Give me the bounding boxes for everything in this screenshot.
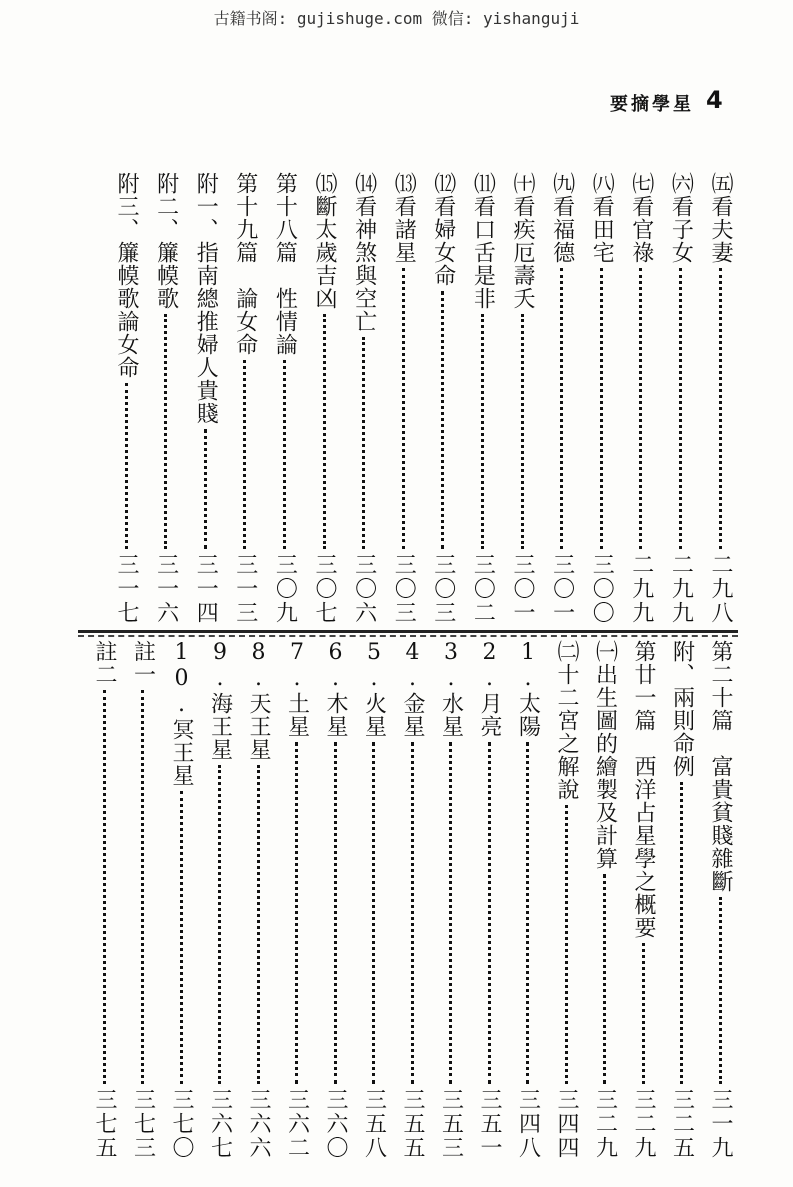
dot-leader xyxy=(600,268,603,549)
toc-entry-title: 8.天王星 xyxy=(246,640,271,761)
toc-entry-title: 附三、簾幙歌論女命 xyxy=(114,172,139,379)
toc-entry xyxy=(167,640,195,1160)
toc-entry xyxy=(112,172,140,625)
running-header-title: 要摘學星 xyxy=(610,94,694,115)
dot-leader xyxy=(565,805,568,1084)
toc-entry-page: 三〇〇 xyxy=(589,553,615,625)
section-divider xyxy=(78,630,738,633)
toc-entry-page: 三六二 xyxy=(284,1088,310,1160)
toc-entry-title: 6.木星 xyxy=(323,640,348,738)
dot-leader xyxy=(257,765,260,1084)
toc-entry xyxy=(587,172,615,625)
dot-leader xyxy=(295,742,298,1084)
toc-entry xyxy=(244,640,272,1160)
toc-entry xyxy=(231,172,259,625)
toc-entry xyxy=(283,640,311,1160)
toc-entry-page: 三一九 xyxy=(708,1088,733,1160)
dot-leader xyxy=(372,742,375,1084)
toc-entry-page: 三二九 xyxy=(592,1088,618,1160)
toc-entry-page: 三七三 xyxy=(130,1088,156,1160)
toc-entry-title: 9.海王星 xyxy=(207,640,233,761)
toc-entry-title: 2.月亮 xyxy=(477,640,502,738)
toc-entry-title: 第二十篇 富貴貧賤雜斷 xyxy=(708,640,733,893)
toc-entry-title: ⑾看口舌是非 xyxy=(470,172,496,310)
toc-entry xyxy=(270,172,298,625)
toc-entry xyxy=(398,640,426,1160)
toc-entry-title: 3.水星 xyxy=(438,640,464,738)
toc-entry-title: 註二 xyxy=(92,640,117,686)
toc-entry-page: 三〇一 xyxy=(549,553,575,625)
toc-entry xyxy=(706,172,734,625)
toc-entry xyxy=(191,172,219,625)
toc-entry-title: ㈠出生圖的繪製及計算 xyxy=(592,640,618,870)
toc-entry xyxy=(468,172,496,625)
dot-leader xyxy=(639,268,642,549)
dot-leader xyxy=(103,690,106,1084)
toc-entry-page: 三五一 xyxy=(477,1088,502,1160)
dot-leader xyxy=(243,360,246,549)
toc-entry-page: 三五三 xyxy=(438,1088,464,1160)
toc-entry xyxy=(552,640,580,1160)
toc-entry xyxy=(548,172,576,625)
dot-leader xyxy=(719,268,722,549)
toc-entry-page: 三〇三 xyxy=(430,553,456,625)
dot-leader xyxy=(441,291,444,549)
toc-entry xyxy=(310,172,338,625)
dot-leader xyxy=(481,314,484,549)
toc-entry-page: 三〇三 xyxy=(391,553,417,625)
toc-entry-page: 三〇九 xyxy=(272,553,298,625)
toc-entry-title: 5.火星 xyxy=(361,640,387,738)
toc-entry-title: ㈦看官祿 xyxy=(628,172,654,264)
toc-entry-title: 第廿一篇 西洋占星學之概要 xyxy=(631,640,656,939)
page-number: 4 xyxy=(706,86,723,114)
dot-leader xyxy=(125,383,128,549)
dot-leader xyxy=(323,314,326,549)
dot-leader xyxy=(402,268,405,549)
toc-entry-page: 三一七 xyxy=(114,553,139,625)
dot-leader xyxy=(204,429,207,549)
toc-entry-page: 三〇七 xyxy=(312,553,337,625)
toc-entry-page: 三〇二 xyxy=(470,553,496,625)
dot-leader xyxy=(180,791,183,1084)
toc-entry-title: 附二、簾幙歌 xyxy=(153,172,179,310)
toc-entry xyxy=(360,640,388,1160)
toc-entry-title: ㈧看田宅 xyxy=(589,172,615,264)
toc-entry-page: 三二五 xyxy=(669,1088,695,1160)
dot-leader xyxy=(411,742,414,1084)
watermark-text: 古籍书阁: gujishuge.com 微信: yishanguji xyxy=(213,9,580,28)
toc-entry xyxy=(389,172,417,625)
toc-entry-page: 三四八 xyxy=(515,1088,541,1160)
dot-leader xyxy=(680,782,683,1084)
toc-entry-title: 附、兩則命例 xyxy=(669,640,695,778)
toc-entry-title: 1.太陽 xyxy=(515,640,541,738)
toc-entry xyxy=(429,172,457,625)
toc-entry-page: 三五八 xyxy=(361,1088,387,1160)
toc-entry-page: 三七五 xyxy=(92,1088,117,1160)
dot-leader xyxy=(218,765,221,1084)
toc-entry xyxy=(668,640,696,1160)
toc-entry xyxy=(508,172,536,625)
dot-leader xyxy=(488,742,491,1084)
toc-entry-title: 第十九篇 論女命 xyxy=(232,172,258,356)
toc-entry xyxy=(514,640,542,1160)
dot-leader xyxy=(141,690,144,1084)
dot-leader xyxy=(521,314,524,549)
toc-entry-page: 三七〇 xyxy=(169,1088,194,1160)
toc-entry-page: 三二九 xyxy=(631,1088,656,1160)
toc-entry xyxy=(321,640,349,1160)
dot-leader xyxy=(719,897,722,1084)
toc-entry-page: 三六〇 xyxy=(323,1088,348,1160)
dot-leader xyxy=(560,268,563,549)
toc-entry xyxy=(627,172,655,625)
toc-entry-title: 附一、指南總推婦人貴賤 xyxy=(193,172,219,425)
toc-entry-page: 三一三 xyxy=(232,553,258,625)
toc-entry-page: 三六七 xyxy=(207,1088,233,1160)
toc-entry-title: ⑿看婦女命 xyxy=(430,172,456,287)
toc-entry xyxy=(666,172,694,625)
toc-entry xyxy=(591,640,619,1160)
toc-entry-page: 二九九 xyxy=(628,553,654,625)
dot-leader xyxy=(283,360,286,549)
toc-entry-title: 10.冥王星 xyxy=(169,640,194,787)
toc-entry-title: 7.土星 xyxy=(284,640,310,738)
toc-entry-title: ⒀看諸星 xyxy=(391,172,417,264)
toc-entry xyxy=(152,172,180,625)
toc-entry-title: ㈥看子女 xyxy=(668,172,694,264)
dot-leader xyxy=(164,314,167,549)
toc-entry-page: 三〇六 xyxy=(351,553,377,625)
toc-entry-title: ㈡十二宮之解說 xyxy=(554,640,579,801)
toc-entry-title: ⒁看神煞與空亡 xyxy=(351,172,377,333)
toc-entry-page: 三五五 xyxy=(400,1088,425,1160)
toc-entry xyxy=(475,640,503,1160)
toc-entry-page: 二九九 xyxy=(668,553,694,625)
toc-entry-page: 三六六 xyxy=(246,1088,271,1160)
toc-entry-title: ㈩看疾厄壽夭 xyxy=(510,172,535,310)
dot-leader xyxy=(603,874,606,1084)
toc-entry xyxy=(437,640,465,1160)
toc-entry xyxy=(129,640,157,1160)
dot-leader xyxy=(449,742,452,1084)
toc-entry-page: 二九八 xyxy=(708,553,733,625)
dot-leader xyxy=(642,943,645,1084)
toc-entry-title: 4.金星 xyxy=(400,640,425,738)
toc-entry-title: ㈨看福德 xyxy=(549,172,575,264)
toc-entry xyxy=(90,640,118,1160)
toc-entry xyxy=(629,640,657,1160)
toc-entry-title: ⒂斷太歲吉凶 xyxy=(312,172,337,310)
toc-entry-page: 三一六 xyxy=(153,553,179,625)
toc-entry-page: 三〇一 xyxy=(510,553,535,625)
toc-entry xyxy=(206,640,234,1160)
toc-entry xyxy=(706,640,734,1160)
dot-leader xyxy=(334,742,337,1084)
toc-entry-page: 三一四 xyxy=(193,553,219,625)
toc-entry-title: ㈤看夫妻 xyxy=(708,172,733,264)
toc-entry xyxy=(350,172,378,625)
toc-entry-page: 三四四 xyxy=(554,1088,579,1160)
dot-leader xyxy=(526,742,529,1084)
dot-leader xyxy=(362,337,365,549)
toc-entry-title: 註一 xyxy=(130,640,156,686)
dot-leader xyxy=(679,268,682,549)
toc-entry-title: 第十八篇 性情論 xyxy=(272,172,298,356)
